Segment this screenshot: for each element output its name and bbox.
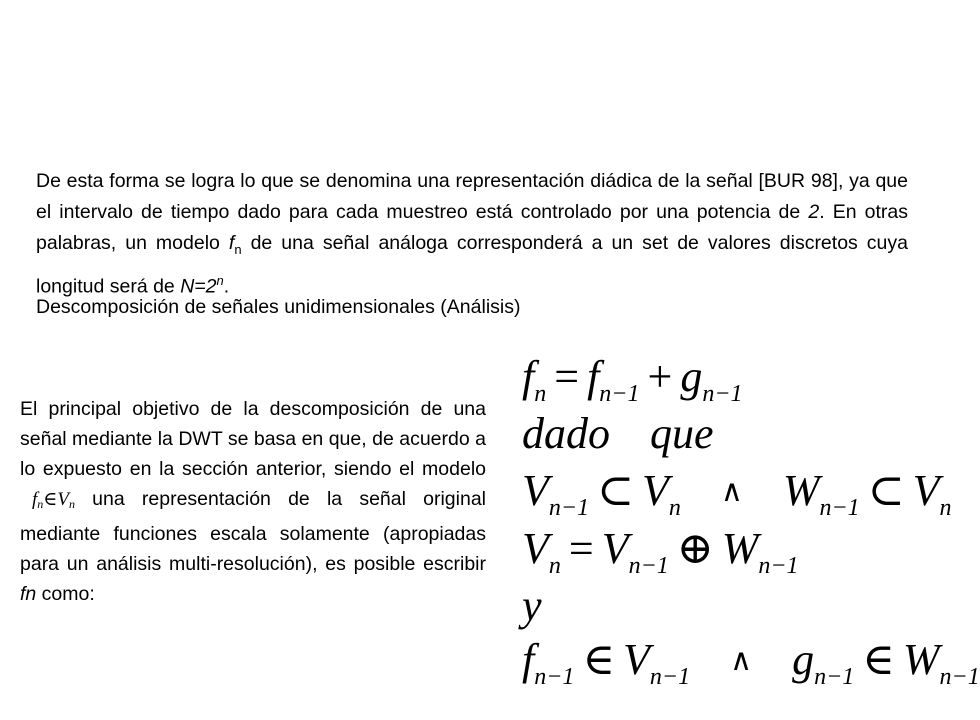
equation-6 (522, 635, 980, 690)
eq6-W: W (902, 635, 940, 684)
intro-text-1: De esta forma se logra lo que se denomina una representación diádica de la señal [BUR 98], ya que el intervalo de tiempo dado para cada muestreo está controlado por una potencia de (36, 170, 908, 223)
eq1-n2: n−1 (702, 381, 743, 407)
intro-end: . (223, 275, 230, 298)
intro-exp: n (216, 272, 224, 288)
eq3-V: V (522, 466, 549, 515)
eq3-V3: V (912, 466, 940, 515)
left-text-1: El principal objetivo de la descomposición de una señal mediante la DWT se basa en que, de acuerdo a lo expuesto en la sección anterior, siendo el modelo (20, 398, 486, 480)
eq2-que: que (650, 409, 714, 458)
intro-text-2: . En otras palabras, un modelo (36, 201, 908, 254)
intro-text-3: de una señal análoga corresponderá a un set de valores discretos cuya longitud será de (36, 232, 908, 298)
inline-f: f (32, 489, 38, 510)
eq3-n: n (668, 495, 681, 521)
eq6-f: f (522, 635, 535, 684)
left-text-3: como: (36, 583, 95, 605)
eq6-g: g (792, 635, 815, 684)
eq4-oplus: ⊕ (676, 524, 714, 573)
eq6-and: ∧ (730, 644, 753, 677)
equation-5 (522, 581, 542, 630)
intro-f: f (228, 232, 235, 254)
intro-N2: N=2 (180, 275, 217, 298)
eq3-n2: n−1 (819, 495, 860, 521)
eq3-and: ∧ (720, 475, 743, 508)
eq4-V: V (522, 524, 549, 573)
equation-3 (522, 466, 952, 521)
inline-math-fn-in-vn (32, 485, 75, 519)
equation-1 (522, 352, 743, 407)
eq6-in: ∈ (582, 635, 616, 684)
eq1-n: n (534, 381, 547, 407)
eq6-V: V (623, 635, 650, 684)
eq4-n: n (548, 553, 561, 579)
left-fn: fn (20, 583, 37, 605)
eq3-subset: ⊂ (597, 466, 634, 515)
eq4-V2: V (601, 524, 629, 573)
inline-vn: n (68, 497, 75, 511)
eq6-n1: n−1 (534, 664, 575, 690)
eq4-equals: = (568, 524, 594, 573)
section-heading: Descomposición de señales unidimensionales (Análisis) (36, 296, 521, 318)
eq6-n4: n−1 (939, 664, 980, 690)
inline-in: ∈ (43, 489, 58, 510)
equation-2 (522, 409, 714, 458)
intro-two: 2 (808, 201, 820, 223)
eq3-W: W (782, 466, 820, 515)
left-text-2: una representación de la señal original mediante funciones escala solamente (apropiadas para un análisis multi-resolución), es posible escribir (20, 488, 487, 575)
left-paragraph (20, 394, 486, 609)
eq4-n1: n−1 (628, 553, 669, 579)
eq4-n2: n−1 (758, 553, 799, 579)
eq1-f: f (522, 352, 535, 401)
inline-V: V (57, 489, 69, 510)
eq2-dado: dado (522, 409, 610, 458)
eq1-equals: = (554, 352, 580, 401)
eq3-n1: n−1 (548, 495, 590, 521)
eq6-n2: n−1 (649, 664, 691, 690)
eq6-in2: ∈ (862, 635, 895, 684)
eq1-f2: f (587, 352, 600, 401)
intro-n-sub: n (234, 241, 242, 257)
inline-n: n (37, 497, 44, 511)
eq3-V2: V (641, 466, 669, 515)
equation-4 (522, 524, 799, 579)
eq1-n1: n−1 (599, 381, 640, 407)
intro-paragraph (36, 166, 908, 302)
eq4-W: W (721, 524, 759, 573)
eq3-n3: n (939, 495, 952, 521)
eq5-y: y (522, 581, 542, 630)
eq6-n3: n−1 (814, 664, 855, 690)
eq3-subset2: ⊂ (867, 466, 905, 515)
eq1-g: g (680, 352, 703, 401)
eq1-plus: + (647, 352, 673, 401)
